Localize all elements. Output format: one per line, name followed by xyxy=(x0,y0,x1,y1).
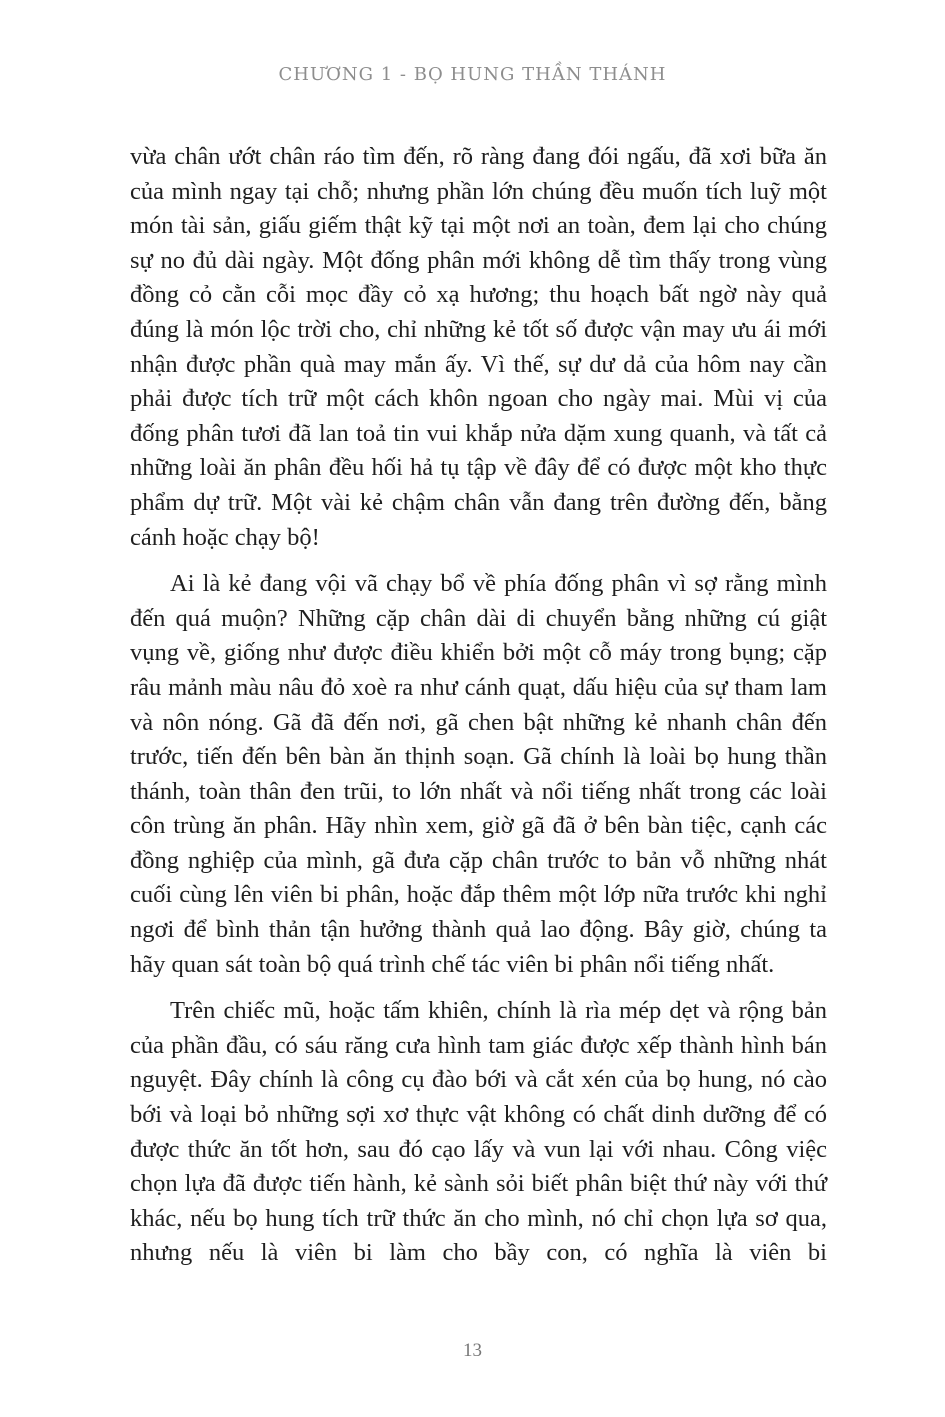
paragraph-3: Trên chiếc mũ, hoặc tấm khiên, chính là rìa mép dẹt và rộng bản của phần đầu, có sáu răng cưa hình tam giác được xếp thành hình bán nguyệt. Đây chính là công cụ đào bới và cắt xén của bọ hung, nó cào bới và loại bỏ những sợi xơ thực vật không có chất dinh dưỡng để có được thức ăn tốt hơn, sau đó cạo lấy và vun lại với nhau. Công việc chọn lựa đã được tiến hành, kẻ sành sỏi biết phân biệt thứ này với thứ khác, nếu bọ hung tích trữ thức ăn cho mình, nó chỉ chọn lựa sơ qua, nhưng nếu là viên bi làm cho bầy con, có nghĩa là viên bi xyxy=(130,997,827,1267)
running-header: CHƯƠNG 1 - BỌ HUNG THẦN THÁNH xyxy=(278,64,667,85)
page-number: 13 xyxy=(463,1340,482,1361)
paragraph-1: vừa chân ướt chân ráo tìm đến, rõ ràng đang đói ngấu, đã xơi bữa ăn của mình ngay tại chỗ; nhưng phần lớn chúng đều muốn tích luỹ một món tài sản, giấu giếm thật kỹ tại một nơi an toàn, đem lại cho chúng sự no đủ dài ngày. Một đống phân mới không dễ tìm thấy trong vùng đồng cỏ cằn cỗi mọc đầy cỏ xạ hương; thu hoạch bất ngờ này quả đúng là món lộc trời cho, chỉ những kẻ tốt số được vận may ưu ái mới nhận được phần quà may mắn ấy. Vì thế, sự dư dả của hôm nay cần phải được tích trữ một cách khôn ngoan cho ngày mai. Mùi vị của đống phân tươi đã lan toả tin vui khắp nửa dặm xung quanh, và tất cả những loài ăn phân đều hối hả tụ tập về đây để có được một kho thực phẩm dự trữ. Một vài kẻ chậm chân vẫn đang trên đường đến, bằng cánh hoặc chạy bộ! xyxy=(130,143,827,551)
paragraph-2: Ai là kẻ đang vội vã chạy bổ về phía đống phân vì sợ rằng mình đến quá muộn? Những cặp chân dài di chuyển bằng những cú giật vụng về, giống như được điều khiển bởi một cỗ máy trong bụng; cặp râu mảnh màu nâu đỏ xoè ra như cánh quạt, dấu hiệu của sự tham lam và nôn nóng. Gã đã đến nơi, gã chen bật những kẻ nhanh chân đến trước, tiến đến bên bàn ăn thịnh soạn. Gã chính là loài bọ hung thần thánh, toàn thân đen trũi, to lớn nhất và nổi tiếng nhất trong các loài côn trùng ăn phân. Hãy nhìn xem, giờ gã đã ở bên bàn tiệc, cạnh các đồng nghiệp của mình, gã đưa cặp chân trước to bản vỗ những nhát cuối cùng lên viên bi phân, hoặc đắp thêm một lớp nữa trước khi nghỉ ngơi để bình thản tận hưởng thành quả lao động. Bây giờ, chúng ta hãy quan sát toàn bộ quá trình chế tác viên bi phân nổi tiếng nhất. xyxy=(130,570,827,978)
body-text xyxy=(130,140,827,1271)
